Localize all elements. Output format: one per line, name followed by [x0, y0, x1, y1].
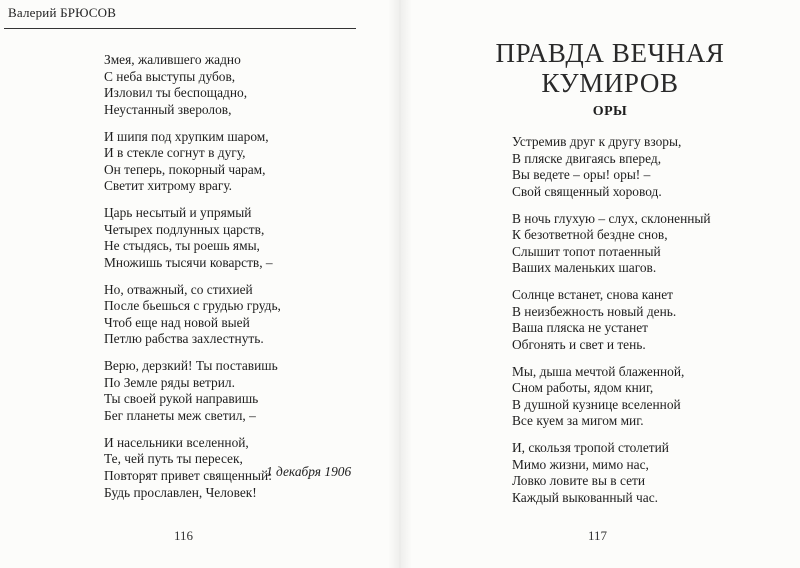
left-poem	[104, 52, 374, 511]
stanza	[104, 282, 374, 348]
poem-line: Устремив друг к другу взоры,	[512, 134, 682, 149]
poem-line: Повторят привет священный:	[104, 468, 272, 483]
poem-line: Солнце встанет, снова канет	[512, 287, 674, 303]
poem-line: Все куем за мигом миг.	[512, 413, 644, 429]
poem-line: Множишь тысячи коварств, –	[104, 254, 273, 270]
poem-line: Не стыдясь, ты роешь ямы,	[104, 238, 260, 254]
poem-line: Неустанный зверолов,	[104, 101, 232, 117]
poem-line: Свой священный хоровод.	[512, 183, 662, 199]
left-page	[0, 0, 395, 568]
stanza	[512, 287, 782, 353]
stanza	[512, 440, 782, 506]
poem-line: Царь несытый и упрямый	[104, 205, 252, 221]
poem-line: В душной кузнице вселенной	[512, 396, 681, 412]
poem-line: Четырех подлунных царств,	[104, 221, 265, 237]
poem-line: Мы, дыша мечтой блаженной,	[512, 363, 685, 379]
poem-line: По Земле ряды ветрил.	[104, 374, 235, 390]
title-line: ПРАВДА ВЕЧНАЯ	[495, 38, 725, 68]
title-line: КУМИРОВ	[541, 68, 679, 98]
section-title	[475, 38, 745, 98]
right-page	[405, 0, 800, 568]
poem-line: Ловко ловите вы в сети	[512, 473, 646, 489]
poem-line: К безответной бездне снов,	[512, 227, 668, 243]
poem-line: После бьешься с грудью грудь,	[104, 298, 281, 314]
page-number-left: 116	[174, 528, 194, 543]
poem-line: Змея, жалившего жадно	[104, 52, 241, 67]
poem-line: Но, отважный, со стихией	[104, 281, 253, 297]
poem-line: Изловил ты беспощадно,	[104, 85, 248, 101]
poem-line: Те, чей путь ты пересек,	[104, 451, 243, 467]
stanza	[512, 211, 782, 277]
poem-line: Ваша пляска не устанет	[512, 320, 649, 336]
poem-line: Он теперь, покорный чарам,	[104, 161, 266, 177]
poem-title: ОРЫ	[592, 104, 628, 119]
stanza	[512, 134, 782, 200]
page-number-right: 117	[588, 528, 608, 543]
stanza	[104, 129, 374, 195]
poem-line: Каждый выкованный час.	[512, 490, 659, 506]
stanza	[104, 205, 374, 271]
poem-line: В ночь глухую – слух, склоненный	[512, 210, 711, 226]
poem-line: И в стекле согнут в дугу,	[104, 145, 246, 161]
poem-line: Слышит топот потаенный	[512, 243, 661, 259]
poem-line: В пляске двигаясь вперед,	[512, 150, 662, 166]
poem-line: Бег планеты меж светил, –	[104, 408, 256, 424]
poem-line: С неба выступы дубов,	[104, 68, 236, 84]
poem-line: Светит хитрому врагу.	[104, 178, 233, 194]
poem-date: 1 декабря 1906	[266, 464, 352, 479]
poem-line: В неизбежность новый день.	[512, 303, 677, 319]
stanza	[104, 52, 374, 118]
poem-line: Мимо жизни, мимо нас,	[512, 456, 649, 472]
poem-line: Будь прославлен, Человек!	[104, 484, 257, 500]
poem-line: Верю, дерзкий! Ты поставишь	[104, 358, 278, 374]
poem-line: И, скользя тропой столетий	[512, 440, 669, 456]
poem-line: И насельники вселенной,	[104, 434, 249, 450]
poem-line: Обгонять и свет и тень.	[512, 336, 646, 352]
poem-line: И шипя под хрупким шаром,	[104, 128, 269, 144]
poem-line: Ваших маленьких шагов.	[512, 260, 657, 276]
right-poem	[512, 134, 782, 517]
poem-line: Чтоб еще над новой выей	[104, 314, 250, 330]
poem-line: Вы ведете – оры! оры! –	[512, 167, 651, 183]
running-head-author: Валерий БРЮСОВ	[8, 5, 117, 20]
poem-line: Сном работы, ядом книг,	[512, 380, 654, 396]
poem-line: Ты своей рукой направишь	[104, 391, 259, 407]
poem-line: Петлю рабства захлестнуть.	[104, 331, 264, 347]
stanza	[512, 364, 782, 430]
running-head-rule	[4, 28, 356, 29]
stanza	[104, 358, 374, 424]
